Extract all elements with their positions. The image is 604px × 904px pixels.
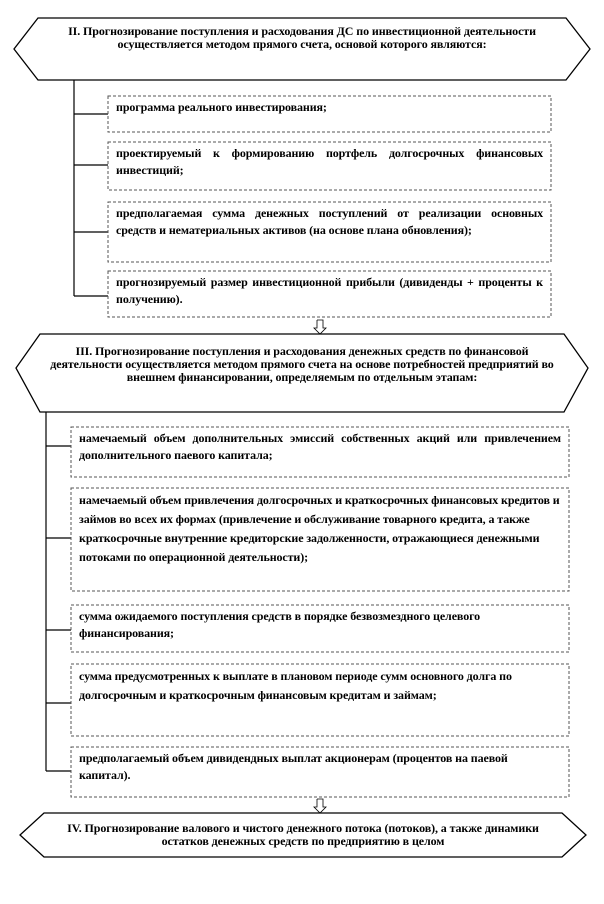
section3-item-1: намечаемый объем дополнительных эмиссий собственных акций или привлечением дополнительного паевого капитала; <box>79 431 561 462</box>
section3-connector-ticks <box>46 446 71 771</box>
section3-item-4: сумма предусмотренных к выплате в плановом периоде сумм основного долга по долгосрочным и краткосрочным финансовым кредитам и займам; <box>79 669 512 702</box>
arrow-down-icon <box>314 799 326 813</box>
section3-title: III. Прогнозирование поступления и расходования денежных средств по финансовой деятельности осуществляется методом прямого счета на основе потребностей предприятий во внешнем финансировании, определяемым по отдельным этапам: <box>50 344 554 384</box>
section2-item-1: программа реального инвестирования; <box>116 100 327 114</box>
section2-item-3: предполагаемая сумма денежных поступлений от реализации основных средств и нематериальных активов (на основе плана обновления); <box>116 206 543 237</box>
section4-title: IV. Прогнозирование валового и чистого денежного потока (потоков), а также динамики остатков денежных средств по предприятию в целом <box>67 821 539 848</box>
section3-item-3: сумма ожидаемого поступления средств в порядке безвозмездного целевого финансирования; <box>79 609 481 640</box>
section2-item-4: прогнозируемый размер инвестиционной прибыли (дивиденды + проценты к получению). <box>116 275 543 306</box>
section2-item-2: проектируемый к формированию портфель долгосрочных финансовых инвестиций; <box>116 146 543 177</box>
section3-item-5: предполагаемый объем дивидендных выплат акционерам (процентов на паевой капитал). <box>79 751 508 782</box>
section2-title: II. Прогнозирование поступления и расходования ДС по инвестиционной деятельности осуществляется методом прямого счета, основой которого являются: <box>68 24 536 51</box>
arrow-down-icon <box>314 320 326 334</box>
section3-item-2: намечаемый объем привлечения долгосрочных и краткосрочных финансовых кредитов и займов во всех их формах (привлечение и обслуживание товарного кредита, а также краткосрочные внутренние кредиторские задолженности, отражающиеся денежными потоками по операционной деятельности); <box>79 493 560 564</box>
section2-connector-ticks <box>74 114 108 296</box>
